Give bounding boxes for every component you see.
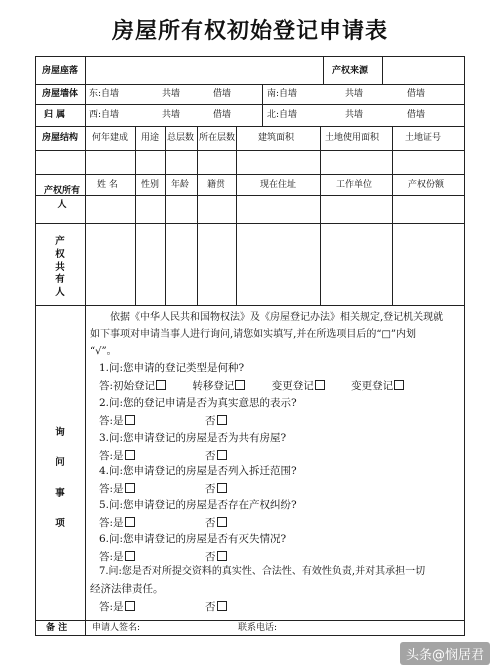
answer-1-change: 变更登记	[271, 380, 314, 392]
source-label: 产权来源	[332, 66, 369, 76]
south-borrowed: 借墙	[407, 89, 426, 99]
owner-col-employer: 工作单位	[336, 180, 373, 190]
answer-7-no	[205, 601, 228, 613]
checkbox-no[interactable]	[217, 450, 227, 460]
belong-label: 归 属	[44, 110, 66, 120]
structure-col-area: 建筑面积	[258, 133, 295, 143]
answer-6-yes	[99, 551, 136, 563]
owner-col-share: 产权份额	[408, 180, 445, 190]
phone-label: 联系电话:	[238, 623, 278, 633]
row-divider	[35, 620, 465, 621]
inquiry-intro-line3: “√”。	[90, 346, 117, 357]
owner-label: 产权所有人	[44, 186, 81, 210]
col-divider	[392, 126, 393, 174]
east-wall: 东:自墙	[89, 89, 120, 99]
remarks-label: 备 注	[46, 623, 68, 633]
owner-col-address: 现在住址	[260, 180, 297, 190]
walls-label: 房屋墙体	[42, 89, 79, 99]
col-divider	[262, 84, 263, 126]
col-divider	[382, 56, 383, 84]
location-label: 房屋座落	[42, 66, 79, 76]
structure-col-land-cert: 土地证号	[405, 133, 442, 143]
answer-6-no	[205, 551, 228, 563]
question-5: 5.问:您申请登记的房屋是否存在产权纠纷?	[99, 499, 297, 511]
checkbox-transfer[interactable]	[235, 380, 245, 390]
answer-5-yes	[99, 517, 136, 529]
row-divider	[35, 84, 465, 85]
east-shared: 共墙	[162, 89, 181, 99]
col-divider	[320, 174, 321, 305]
row-divider	[35, 126, 465, 127]
yes-label: 答:是	[99, 450, 124, 462]
checkbox-no[interactable]	[217, 551, 227, 561]
answer-2-yes	[99, 415, 136, 427]
structure-col-floors: 总层数	[167, 133, 195, 143]
checkbox-yes[interactable]	[125, 450, 135, 460]
structure-col-use: 用途	[141, 133, 160, 143]
yes-label: 答:是	[99, 415, 124, 427]
owner-col-sex: 性别	[141, 180, 160, 190]
checkbox-no[interactable]	[217, 601, 227, 611]
checkbox-initial[interactable]	[156, 380, 166, 390]
col-divider	[85, 56, 86, 636]
checkbox-change-2[interactable]	[394, 380, 404, 390]
yes-label: 答:是	[99, 483, 124, 495]
form-title: 房屋所有权初始登记申请表	[111, 18, 388, 44]
col-divider	[197, 174, 198, 305]
west-borrowed: 借墙	[213, 110, 232, 120]
col-divider	[135, 126, 136, 174]
answer-2-no	[205, 415, 228, 427]
no-label: 否	[205, 450, 216, 462]
structure-col-year: 何年建成	[92, 133, 129, 143]
col-divider	[165, 126, 166, 174]
south-wall: 南:自墙	[267, 89, 298, 99]
row-divider	[35, 104, 465, 105]
structure-label: 房屋结构	[42, 133, 79, 143]
north-borrowed: 借墙	[407, 110, 426, 120]
answer-3-yes	[99, 450, 136, 462]
row-divider	[35, 174, 465, 175]
col-divider	[165, 174, 166, 305]
checkbox-yes[interactable]	[125, 601, 135, 611]
col-divider	[236, 126, 237, 174]
yes-label: 答:是	[99, 551, 124, 563]
inquiry-intro-line2: 如下事项对申请当事人进行询问,请您如实填写,并在所选项目后的“□”内划	[90, 329, 417, 340]
inquiry-label: 询问事项	[55, 427, 65, 530]
no-label: 否	[205, 483, 216, 495]
west-shared: 共墙	[162, 110, 181, 120]
yes-label: 答:是	[99, 601, 124, 613]
south-shared: 共墙	[345, 89, 364, 99]
north-shared: 共墙	[345, 110, 364, 120]
col-divider	[236, 174, 237, 305]
col-divider	[197, 126, 198, 174]
watermark: 头条@悯居君	[400, 642, 490, 665]
answer-1	[99, 380, 405, 392]
col-divider	[320, 126, 321, 174]
question-7-line1: 7.问:您是否对所提交资料的真实性、合法性、有效性负责,并对其承担一切	[99, 566, 426, 577]
answer-5-no	[205, 517, 228, 529]
no-label: 否	[205, 551, 216, 563]
no-label: 否	[205, 601, 216, 613]
row-divider	[35, 305, 465, 306]
owner-col-age: 年龄	[171, 180, 190, 190]
question-4: 4.问:您申请登记的房屋是否列入拆迁范围?	[99, 465, 297, 477]
structure-col-floor: 所在层数	[199, 133, 236, 143]
col-divider	[135, 174, 136, 305]
no-label: 否	[205, 415, 216, 427]
checkbox-yes[interactable]	[125, 517, 135, 527]
row-divider	[35, 223, 465, 224]
question-1: 1.问:您申请的登记类型是何种?	[99, 362, 245, 374]
answer-4-no	[205, 483, 228, 495]
owner-col-origin: 籍贯	[207, 180, 226, 190]
checkbox-change[interactable]	[315, 380, 325, 390]
answer-4-yes	[99, 483, 136, 495]
question-7-line2: 经济法律责任。	[90, 583, 164, 595]
question-2: 2.问:您的登记申请是否为真实意思的表示?	[99, 397, 297, 409]
answer-1-transfer: 转移登记	[192, 380, 235, 392]
east-borrowed: 借墙	[213, 89, 232, 99]
structure-col-land-area: 土地使用面积	[325, 133, 380, 143]
co-owner-label: 产权共有人	[55, 236, 65, 299]
col-divider	[392, 174, 393, 305]
checkbox-yes[interactable]	[125, 551, 135, 561]
row-divider	[35, 150, 465, 151]
question-3: 3.问:您申请登记的房屋是否为共有房屋?	[99, 432, 287, 444]
col-divider	[323, 56, 324, 84]
signature-label: 申请人签名:	[92, 623, 141, 633]
answer-7-yes	[99, 601, 136, 613]
checkbox-no[interactable]	[217, 483, 227, 493]
question-6: 6.问:您申请登记的房屋是否有灭失情况?	[99, 533, 287, 545]
inquiry-intro-line1: 依据《中华人民共和国物权法》及《房屋登记办法》相关规定,登记机关现就	[110, 312, 444, 323]
row-divider	[35, 195, 465, 196]
answer-1-initial: 答:初始登记	[99, 380, 156, 392]
north-wall: 北:自墙	[267, 110, 298, 120]
no-label: 否	[205, 517, 216, 529]
yes-label: 答:是	[99, 517, 124, 529]
checkbox-yes[interactable]	[125, 483, 135, 493]
checkbox-no[interactable]	[217, 415, 227, 425]
owner-col-name: 姓 名	[97, 180, 118, 190]
west-wall: 西:自墙	[89, 110, 120, 120]
checkbox-yes[interactable]	[125, 415, 135, 425]
checkbox-no[interactable]	[217, 517, 227, 527]
answer-3-no	[205, 450, 228, 462]
answer-1-change-2: 变更登记	[351, 380, 394, 392]
